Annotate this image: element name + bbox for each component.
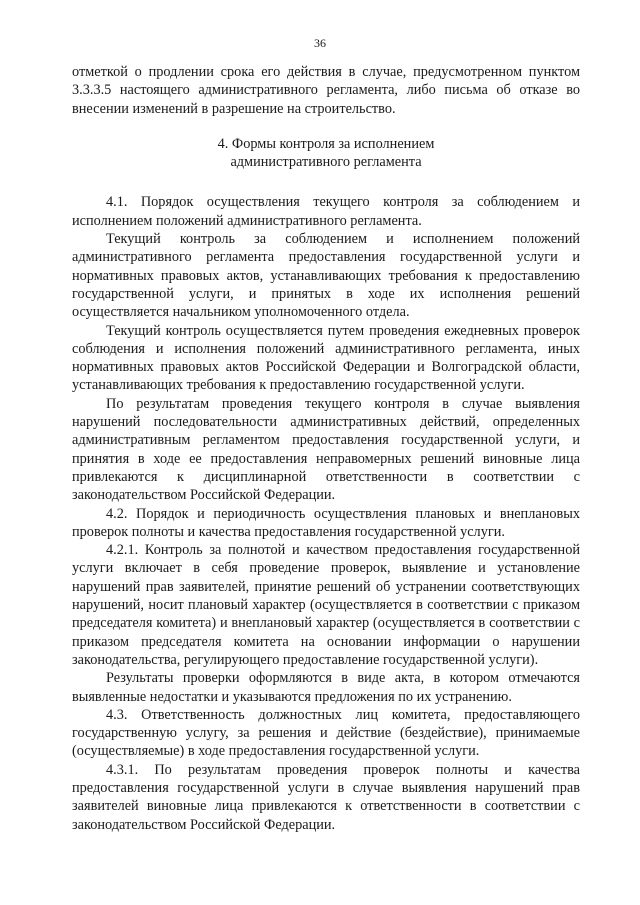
document-body — [72, 63, 580, 834]
paragraph-results: Результаты проверки оформляются в виде акта, в котором отмечаются выявленные недостатки и указываются предложения по их устранению. — [72, 670, 580, 705]
intro-paragraph: отметкой о продлении срока его действия в случае, предусмотренном пунктом 3.3.3.5 настоящего административного регламента, либо письма об отказе во внесении изменений в разрешение на строительство. — [72, 64, 580, 117]
section-title — [72, 135, 580, 172]
paragraph-4-3-1: 4.3.1. По результатам проведения проверок полноты и качества предоставления государственной услуги в случае выявления нарушений прав заявителей виновные лица привлекаются к ответственности в соответствии с законодательством Российской Федерации. — [72, 761, 580, 833]
section-title-line-2: административного регламента — [230, 154, 422, 171]
paragraph-violations: По результатам проведения текущего контроля в случае выявления нарушений последовательности административных действий, определенных административным регламентом предоставления государственной услуги, и принятия в ходе ее предоставления неправомерных решений виновные лица привлекаются к дисциплинарной ответственности в соответствии с законодательством Российской Федерации. — [72, 395, 580, 504]
paragraph-daily-checks: Текущий контроль осуществляется путем проведения ежедневных проверок соблюдения и исполнения положений административного регламента, иных нормативных правовых актов Российской Федерации и Волгоградской области, устанавливающих требования к предоставлению государственной услуги. — [72, 322, 580, 394]
paragraph-4-1: 4.1. Порядок осуществления текущего контроля за соблюдением и исполнением положений административного регламента. — [72, 194, 580, 229]
paragraph-4-3: 4.3. Ответственность должностных лиц комитета, предоставляющего государственную услугу, за решения и действие (бездействие), принимаемые (осуществляемые) в ходе предоставления государственной услуги. — [72, 706, 580, 760]
paragraph-4-2-1: 4.2.1. Контроль за полнотой и качеством предоставления государственной услуги включает в себя проведение проверок, выявление и установление нарушений прав заявителей, принятие решений об устранении соответствующих нарушений, носит плановый характер (осуществляется в соответствии с приказом председателя комитета) и внеплановый характер (осуществляется в соответствии с приказом председателя комитета на основании информации о нарушении законодательства, регулирующего предоставление государственной услуги). — [72, 542, 580, 668]
paragraph-4-2: 4.2. Порядок и периодичность осуществления плановых и внеплановых проверок полноты и качества предоставления государственной услуги. — [72, 505, 580, 540]
page-number: 36 — [314, 36, 326, 50]
paragraph-current-control: Текущий контроль за соблюдением и исполнением положений административного регламента предоставления государственной услуги и нормативных правовых актов, устанавливающих требования к предоставлению государственной услуги, и принятых в ходе их исполнения решений осуществляется начальником уполномоченного отдела. — [72, 231, 580, 321]
section-title-line-1: 4. Формы контроля за исполнением — [217, 135, 435, 152]
